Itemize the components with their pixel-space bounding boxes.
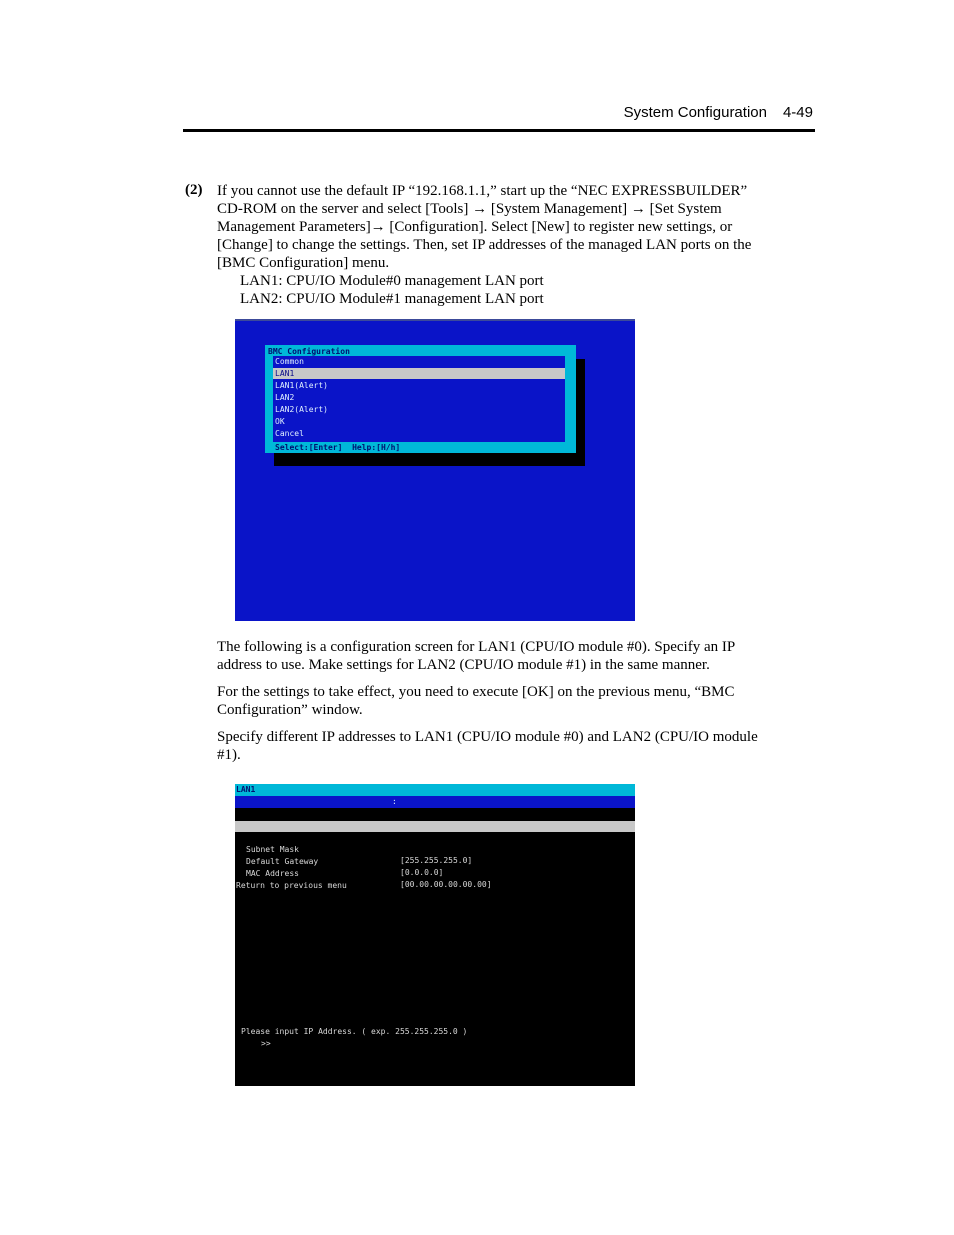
field-value: [255.255.255.0] bbox=[400, 856, 473, 865]
menu-item-lan2-alert[interactable]: LAN2(Alert) bbox=[275, 405, 328, 414]
text-line: address to use. Make settings for LAN2 (CPU/IO module #1) in the same manner. bbox=[217, 657, 710, 673]
menu-item-cancel[interactable]: Cancel bbox=[275, 429, 304, 438]
text-line: CD-ROM on the server and select [Tools] → [System Management] → [Set System bbox=[217, 201, 722, 217]
field-label: IP Address bbox=[246, 833, 295, 842]
text-line: [BMC Configuration] menu. bbox=[217, 255, 390, 271]
screen-title: LAN1 bbox=[235, 784, 635, 796]
step-instructions bbox=[217, 182, 783, 272]
header-rule bbox=[183, 129, 815, 132]
lan2-port-note: LAN2: CPU/IO Module#1 management LAN port bbox=[240, 291, 544, 307]
section-title: System Configuration bbox=[623, 104, 767, 121]
text-line: Specify different IP addresses to LAN1 (CPU/IO module #0) and LAN2 (CPU/IO module bbox=[217, 729, 758, 745]
page-number: 4-49 bbox=[782, 104, 813, 121]
field-label: Subnet Mask bbox=[246, 845, 299, 854]
text-line: #1). bbox=[217, 747, 241, 763]
menu-list bbox=[273, 356, 565, 442]
status-bar bbox=[235, 796, 635, 808]
menu-item-lan1[interactable]: LAN1 bbox=[273, 368, 565, 379]
paragraph-settings-effect bbox=[217, 683, 783, 719]
input-cursor[interactable]: >> bbox=[261, 1039, 271, 1048]
menu-item-lan2[interactable]: LAN2 bbox=[275, 393, 295, 402]
lan1-configuration-screenshot bbox=[235, 784, 635, 1086]
menu-title: BMC Configuration bbox=[268, 347, 350, 356]
menu-item-lan1-alert[interactable]: LAN1(Alert) bbox=[275, 381, 328, 390]
paragraph-lan1-intro bbox=[217, 638, 783, 674]
menu-item-common[interactable]: Common bbox=[275, 357, 304, 366]
bmc-configuration-menu bbox=[265, 345, 576, 453]
text-line: If you cannot use the default IP “192.168.1.1,” start up the “NEC EXPRESSBUILDER” bbox=[217, 183, 748, 199]
status-separator: : bbox=[392, 797, 397, 806]
text-line: Management Parameters]→ [Configuration]. Select [New] to register new settings, or bbox=[217, 219, 733, 235]
text-line: For the settings to take effect, you need to execute [OK] on the previous menu, “BMC bbox=[217, 684, 735, 700]
menu-footer-hint: Select:[Enter] Help:[H/h] bbox=[275, 443, 401, 452]
text-line: The following is a configuration screen for LAN1 (CPU/IO module #0). Specify an IP bbox=[217, 639, 736, 655]
return-to-previous-menu[interactable]: Return to previous menu bbox=[236, 881, 347, 890]
field-value: [00.00.00.00.00.00] bbox=[400, 880, 492, 889]
text-line: Configuration” window. bbox=[217, 702, 363, 718]
paragraph-different-ips bbox=[217, 728, 783, 764]
field-label: Default Gateway bbox=[246, 857, 319, 866]
field-value: [0.0.0.0] bbox=[400, 844, 444, 853]
menu-item-ok[interactable]: OK bbox=[275, 417, 285, 426]
step-number: (2) bbox=[185, 182, 203, 198]
section-server bbox=[235, 809, 635, 820]
field-value: [0.0.0.0] bbox=[400, 868, 444, 877]
field-label: MAC Address bbox=[246, 869, 299, 878]
bmc-configuration-screenshot bbox=[235, 319, 635, 621]
text-line: [Change] to change the settings. Then, set IP addresses of the managed LAN ports on the bbox=[217, 237, 752, 253]
input-prompt: Please input IP Address. ( exp. 255.255.255.0 ) bbox=[241, 1027, 468, 1036]
running-header bbox=[183, 104, 813, 121]
lan1-port-note: LAN1: CPU/IO Module#0 management LAN port bbox=[240, 273, 544, 289]
